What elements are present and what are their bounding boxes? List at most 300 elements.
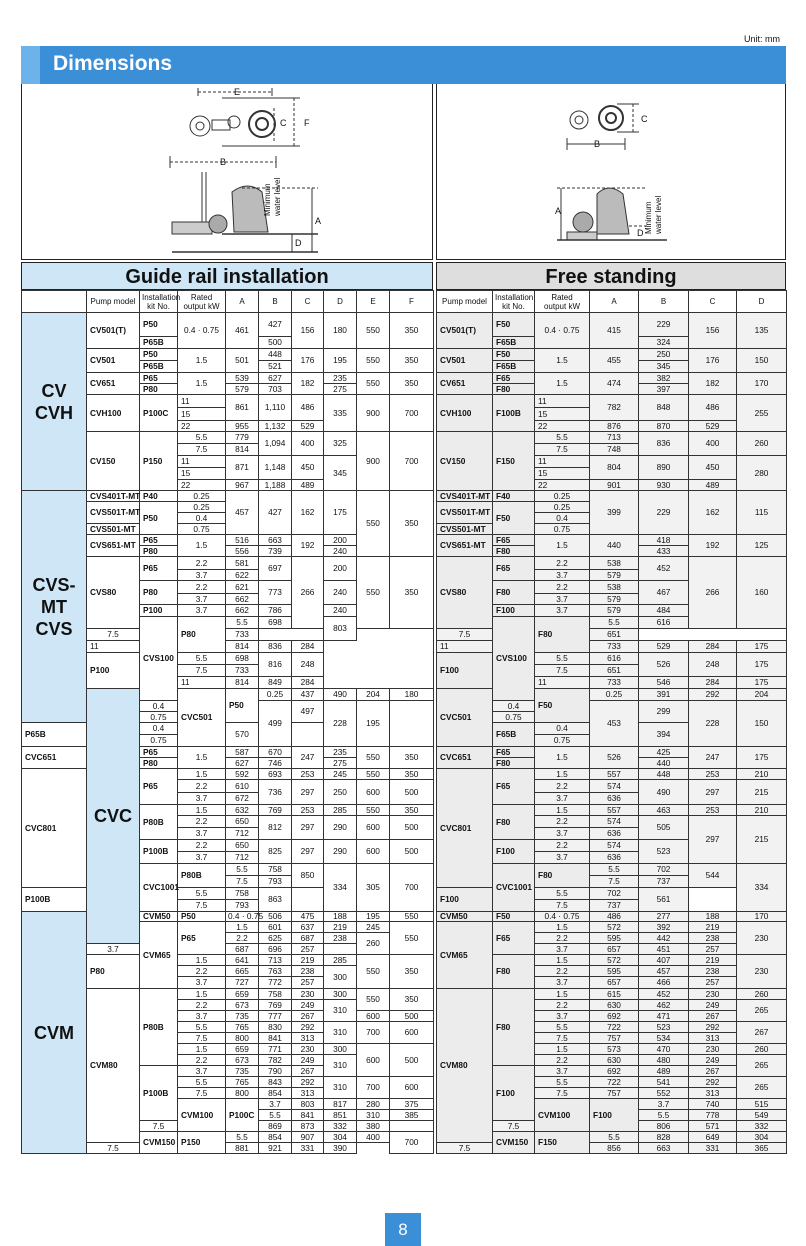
- table-cell: 250: [639, 349, 689, 361]
- table-cell: 292: [292, 1077, 324, 1088]
- table-cell: 249: [689, 1055, 737, 1066]
- table-cell: 0.25: [178, 502, 226, 513]
- table-cell: 0.25: [535, 502, 590, 513]
- table-cell: 313: [689, 1088, 737, 1099]
- table-cell: 0.4: [493, 701, 535, 712]
- table-cell: 758: [259, 864, 292, 876]
- table-cell: 332: [324, 1121, 357, 1132]
- kit-number-cell: F80: [535, 617, 590, 653]
- kit-number-cell: P65B: [22, 723, 87, 747]
- table-cell: 2.2: [535, 840, 590, 852]
- kit-number-cell: P100B: [22, 888, 87, 912]
- table-cell: 195: [357, 701, 390, 747]
- kit-number-cell: F65: [493, 747, 535, 758]
- table-cell: 3.7: [535, 605, 590, 617]
- table-row: [437, 373, 787, 384]
- table-cell: 300: [324, 1044, 357, 1055]
- table-cell: 345: [324, 456, 357, 491]
- table-cell: 3.7: [535, 944, 590, 955]
- table-cell: 490: [639, 780, 689, 805]
- kit-number-cell: F100: [493, 605, 535, 617]
- table-cell: 529: [639, 641, 689, 653]
- table-cell: 324: [639, 337, 689, 349]
- table-cell: 399: [590, 491, 639, 535]
- table-cell: 115: [737, 491, 787, 535]
- table-cell: 192: [292, 535, 324, 557]
- table-cell: 230: [689, 989, 737, 1000]
- table-cell: 600: [357, 1044, 390, 1077]
- kit-number-cell: P65: [178, 922, 226, 955]
- table-cell: 453: [590, 701, 639, 747]
- kit-number-cell: F80: [493, 546, 535, 557]
- table-cell: 544: [689, 864, 737, 888]
- table-cell: 240: [324, 546, 357, 557]
- table-cell: 870: [639, 421, 689, 432]
- table-cell: 442: [639, 933, 689, 944]
- table-cell: 550: [357, 349, 390, 373]
- table-cell: 350: [390, 373, 434, 395]
- table-cell: 11: [437, 641, 493, 653]
- table-cell: 505: [639, 816, 689, 840]
- table-cell: 861: [226, 395, 259, 421]
- table-cell: 180: [324, 313, 357, 349]
- table-cell: 592: [226, 769, 259, 780]
- section-title-bar: [21, 46, 786, 84]
- table-cell: 400: [357, 1132, 390, 1143]
- table-cell: 1.5: [178, 373, 226, 395]
- kit-number-cell: P100B: [140, 1066, 178, 1121]
- table-cell: 692: [590, 1066, 639, 1077]
- kit-number-cell: F40: [493, 491, 535, 502]
- table-cell: 574: [590, 780, 639, 793]
- table-cell: 350: [390, 769, 434, 780]
- table-cell: 7.5: [535, 900, 590, 912]
- pump-model-cell: CVS401T-MT: [87, 491, 140, 502]
- table-cell: 275: [324, 758, 357, 769]
- table-cell: 11: [178, 456, 226, 468]
- table-cell: 632: [226, 805, 259, 816]
- table-cell: 392: [639, 922, 689, 933]
- table-cell: 556: [226, 546, 259, 557]
- dim-label-c: C: [280, 118, 287, 128]
- unit-note: Unit: mm: [744, 34, 780, 44]
- table-cell: 662: [226, 605, 259, 617]
- table-cell: 1.5: [178, 769, 226, 780]
- table-row: [437, 1143, 787, 1154]
- min-water-label-1: Minimum: [644, 201, 653, 234]
- table-cell: 515: [737, 1099, 787, 1110]
- table-cell: 200: [324, 557, 357, 581]
- table-cell: 3.7: [639, 1099, 689, 1110]
- table-row: [437, 641, 787, 653]
- table-cell: 7.5: [178, 665, 226, 677]
- table-cell: 1.5: [178, 535, 226, 557]
- column-header: D: [324, 291, 357, 313]
- table-cell: 772: [259, 977, 292, 989]
- table-cell: 587: [226, 747, 259, 758]
- table-cell: 11: [87, 641, 140, 653]
- column-header: Rated output kW: [535, 291, 590, 313]
- table-cell: 350: [390, 805, 434, 816]
- table-cell: 22: [178, 480, 226, 491]
- table-cell: 228: [689, 701, 737, 747]
- pump-model-cell: CV651: [87, 373, 140, 395]
- table-cell: 284: [689, 641, 737, 653]
- table-row: [437, 689, 787, 701]
- table-cell: 790: [259, 1066, 292, 1077]
- table-cell: 673: [226, 1000, 259, 1011]
- table-cell: 292: [689, 689, 737, 701]
- table-cell: 700: [357, 1022, 390, 1044]
- table-cell: 814: [226, 444, 259, 456]
- table-cell: 550: [357, 989, 390, 1011]
- table-cell: 758: [259, 989, 292, 1000]
- table-cell: 489: [689, 480, 737, 491]
- min-water-label-2: water level: [654, 195, 663, 234]
- table-cell: 188: [689, 912, 737, 922]
- table-cell: 595: [590, 966, 639, 977]
- table-cell: 5.5: [590, 1132, 639, 1143]
- table-cell: 3.7: [178, 594, 226, 605]
- table-cell: 175: [737, 641, 787, 653]
- table-cell: 526: [590, 747, 639, 769]
- table-row: [437, 313, 787, 337]
- table-cell: 260: [357, 933, 390, 955]
- page-number: 8: [385, 1213, 421, 1246]
- table-cell: 297: [292, 816, 324, 840]
- table-cell: 5.5: [535, 1022, 590, 1033]
- table-cell: 630: [590, 1000, 639, 1011]
- table-cell: 773: [259, 581, 292, 605]
- header-row: [437, 291, 787, 313]
- table-cell: 238: [689, 966, 737, 977]
- table-cell: 2.2: [178, 966, 226, 977]
- table-cell: 7.5: [140, 1121, 178, 1132]
- table-cell: 735: [226, 1011, 259, 1022]
- table-cell: 471: [639, 1011, 689, 1022]
- table-cell: 825: [259, 840, 292, 864]
- kit-number-cell: F50: [493, 502, 535, 535]
- table-cell: 284: [292, 677, 324, 689]
- table-cell: 162: [689, 491, 737, 535]
- table-cell: 574: [590, 816, 639, 828]
- table-cell: 3.7: [178, 605, 226, 617]
- column-header: D: [737, 291, 787, 313]
- table-cell: 733: [590, 677, 639, 689]
- kit-number-cell: F65B: [493, 361, 535, 373]
- table-cell: 0.4: [535, 513, 590, 524]
- table-cell: 204: [737, 689, 787, 701]
- table-cell: 230: [737, 955, 787, 989]
- table-cell: 0.4 · 0.75: [535, 912, 590, 922]
- guide-rail-table: [21, 290, 434, 1154]
- table-cell: 313: [292, 1088, 324, 1099]
- table-cell: 7.5: [535, 444, 590, 456]
- table-cell: 450: [689, 456, 737, 480]
- table-cell: 480: [639, 1055, 689, 1066]
- table-cell: 375: [390, 1099, 434, 1110]
- column-header: B: [639, 291, 689, 313]
- table-cell: 733: [226, 629, 259, 641]
- table-cell: 748: [590, 444, 639, 456]
- pump-model-cell: CVM80: [437, 989, 493, 1143]
- kit-number-cell: P80B: [178, 864, 226, 888]
- table-cell: 266: [292, 557, 324, 629]
- table-row: [437, 747, 787, 758]
- dim-label-f: F: [304, 118, 310, 128]
- table-cell: 740: [689, 1099, 737, 1110]
- table-cell: 538: [590, 581, 639, 594]
- table-cell: 229: [639, 491, 689, 535]
- table-cell: 800: [226, 1088, 259, 1099]
- table-cell: 467: [639, 581, 689, 605]
- table-row: [437, 989, 787, 1000]
- table-cell: 175: [737, 677, 787, 689]
- table-cell: 425: [639, 747, 689, 758]
- table-cell: 727: [226, 977, 259, 989]
- table-cell: 230: [689, 1044, 737, 1055]
- table-cell: 0.4: [140, 723, 178, 735]
- table-cell: 382: [639, 373, 689, 384]
- table-cell: 523: [639, 840, 689, 864]
- table-cell: 930: [639, 480, 689, 491]
- table-cell: 700: [390, 395, 434, 432]
- table-cell: 561: [639, 888, 689, 912]
- table-cell: 871: [226, 456, 259, 480]
- free-standing-header: Free standing: [436, 262, 786, 290]
- free-standing-diagram: [436, 84, 786, 260]
- table-cell: 260: [737, 432, 787, 456]
- kit-number-cell: P80: [140, 384, 178, 395]
- table-cell: 253: [689, 805, 737, 816]
- table-cell: 722: [590, 1077, 639, 1088]
- pump-model-cell: CVC651: [437, 747, 493, 769]
- table-cell: 175: [324, 491, 357, 535]
- table-cell: 3.7: [87, 944, 140, 955]
- pump-model-cell: CV150: [437, 432, 493, 491]
- table-cell: 210: [737, 769, 787, 780]
- table-cell: 2.2: [178, 1055, 226, 1066]
- table-cell: 267: [689, 1011, 737, 1022]
- table-cell: 541: [639, 1077, 689, 1088]
- table-cell: 650: [226, 816, 259, 828]
- table-cell: 1.5: [178, 805, 226, 816]
- table-cell: 489: [292, 480, 324, 491]
- table-row: [437, 629, 787, 641]
- table-cell: 1.5: [535, 805, 590, 816]
- table-cell: 500: [390, 816, 434, 840]
- table-cell: 475: [292, 912, 324, 922]
- table-cell: 7.5: [437, 1143, 493, 1154]
- table-cell: 5.5: [226, 864, 259, 876]
- table-cell: 247: [689, 747, 737, 769]
- table-cell: 150: [737, 349, 787, 373]
- group-label: CV CVH: [22, 313, 87, 491]
- kit-number-cell: P65B: [140, 361, 178, 373]
- table-cell: 739: [259, 546, 292, 557]
- group-label: CVS-MT CVS: [22, 491, 87, 723]
- table-cell: 7.5: [535, 1033, 590, 1044]
- table-cell: 292: [689, 1022, 737, 1033]
- table-cell: 851: [324, 1110, 357, 1121]
- table-cell: 5.5: [639, 1110, 689, 1121]
- kit-number-cell: P40: [140, 491, 178, 502]
- table-cell: 3.7: [178, 852, 226, 864]
- table-cell: 615: [590, 989, 639, 1000]
- table-cell: 257: [689, 977, 737, 989]
- table-cell: 765: [226, 1077, 259, 1088]
- table-cell: 3.7: [178, 1066, 226, 1077]
- table-cell: 803: [324, 617, 357, 641]
- table-cell: 557: [590, 769, 639, 780]
- table-cell: 486: [689, 395, 737, 421]
- kit-number-cell: P50: [140, 502, 178, 535]
- column-header: F: [390, 291, 434, 313]
- pump-model-cell: CVC801: [437, 769, 493, 888]
- table-cell: 616: [590, 653, 639, 665]
- table-cell: 7.5: [590, 876, 639, 888]
- table-cell: 310: [357, 1110, 390, 1121]
- group-label: CVM: [22, 912, 87, 1154]
- table-row: [437, 432, 787, 444]
- kit-number-cell: P50: [226, 689, 259, 723]
- table-cell: 550: [390, 922, 434, 955]
- table-row: [437, 888, 787, 900]
- table-cell: 345: [639, 361, 689, 373]
- table-cell: 1,148: [259, 456, 292, 480]
- kit-number-cell: P100C: [226, 1099, 259, 1132]
- table-cell: 778: [689, 1110, 737, 1121]
- table-cell: 1.5: [178, 1044, 226, 1055]
- kit-number-cell: F80: [493, 955, 535, 989]
- table-cell: 3.7: [178, 977, 226, 989]
- table-cell: 636: [590, 828, 639, 840]
- table-cell: 245: [357, 922, 390, 933]
- table-cell: 182: [292, 373, 324, 395]
- table-cell: 574: [590, 840, 639, 852]
- table-cell: 881: [226, 1143, 259, 1154]
- table-cell: 260: [737, 989, 787, 1000]
- table-cell: 500: [259, 337, 292, 349]
- kit-number-cell: P80: [140, 758, 178, 769]
- table-cell: 451: [639, 944, 689, 955]
- table-cell: 550: [357, 769, 390, 780]
- table-cell: 463: [639, 805, 689, 816]
- table-cell: 687: [226, 944, 259, 955]
- table-cell: 2.2: [535, 780, 590, 793]
- table-cell: 572: [590, 955, 639, 966]
- table-cell: 550: [357, 747, 390, 769]
- table-cell: 696: [259, 944, 292, 955]
- pump-model-cell: CVM50: [437, 912, 493, 922]
- table-cell: 7.5: [535, 665, 590, 677]
- table-cell: 474: [590, 373, 639, 395]
- table-cell: 257: [689, 944, 737, 955]
- table-cell: 769: [259, 1000, 292, 1011]
- table-row: [437, 912, 787, 922]
- table-cell: 265: [737, 1055, 787, 1077]
- table-cell: 765: [226, 1022, 259, 1033]
- table-cell: 697: [259, 557, 292, 581]
- table-cell: 7.5: [178, 1088, 226, 1099]
- table-cell: 450: [292, 456, 324, 480]
- table-cell: 698: [226, 653, 259, 665]
- table-cell: 0.4: [140, 701, 178, 712]
- column-header: E: [357, 291, 390, 313]
- table-cell: 3.7: [535, 594, 590, 605]
- table-cell: 0.75: [140, 712, 178, 723]
- column-header: Pump model: [87, 291, 140, 313]
- table-cell: 249: [292, 1055, 324, 1066]
- table-cell: 15: [535, 408, 590, 421]
- table-cell: 331: [292, 1143, 324, 1154]
- table-cell: 737: [639, 876, 689, 888]
- table-cell: 692: [590, 1011, 639, 1022]
- table-cell: 285: [324, 955, 357, 966]
- table-cell: 793: [259, 876, 292, 888]
- table-cell: 651: [590, 629, 639, 641]
- table-cell: 5.5: [178, 653, 226, 665]
- table-cell: 663: [259, 535, 292, 546]
- table-cell: 489: [639, 1066, 689, 1077]
- kit-number-cell: F65B: [493, 337, 535, 349]
- free-standing-table: [436, 290, 787, 1154]
- table-cell: 350: [390, 349, 434, 373]
- table-cell: 253: [292, 805, 324, 816]
- table-cell: 816: [259, 653, 292, 677]
- table-cell: 247: [292, 747, 324, 769]
- kit-number-cell: F100: [493, 840, 535, 864]
- table-cell: 235: [324, 373, 357, 384]
- table-cell: 290: [324, 840, 357, 864]
- pump-model-cell: CV150: [87, 432, 140, 491]
- table-cell: 735: [226, 1066, 259, 1077]
- table-row: [437, 535, 787, 546]
- table-cell: 5.5: [535, 432, 590, 444]
- table-cell: 135: [737, 313, 787, 349]
- table-cell: 11: [178, 395, 226, 408]
- table-cell: 176: [689, 349, 737, 373]
- table-cell: 457: [226, 491, 259, 535]
- table-cell: 621: [226, 581, 259, 594]
- table-cell: 550: [357, 955, 390, 989]
- table-cell: 195: [357, 912, 390, 922]
- pump-model-cell: CVM65: [437, 922, 493, 989]
- dim-label-a: A: [555, 206, 562, 216]
- table-cell: 267: [292, 1011, 324, 1022]
- pump-model-cell: CVC501: [178, 689, 226, 747]
- column-header: Pump model: [437, 291, 493, 313]
- table-cell: 550: [357, 491, 390, 557]
- table-cell: 313: [292, 1033, 324, 1044]
- table-cell: 841: [292, 1110, 324, 1121]
- table-cell: 350: [390, 989, 434, 1011]
- table-cell: 900: [357, 395, 390, 432]
- table-cell: 803: [292, 1099, 324, 1110]
- table-cell: 310: [324, 1055, 357, 1077]
- table-cell: 552: [639, 1088, 689, 1099]
- table-cell: 539: [226, 373, 259, 384]
- kit-number-cell: P150: [178, 1132, 226, 1154]
- kit-number-cell: P100B: [140, 840, 178, 864]
- table-cell: 550: [357, 557, 390, 629]
- pump-model-cell: CVC1001: [493, 864, 535, 912]
- table-cell: 812: [259, 816, 292, 840]
- table-cell: 526: [639, 653, 689, 677]
- table-cell: 466: [639, 977, 689, 989]
- table-cell: 900: [357, 432, 390, 491]
- table-cell: 579: [590, 605, 639, 617]
